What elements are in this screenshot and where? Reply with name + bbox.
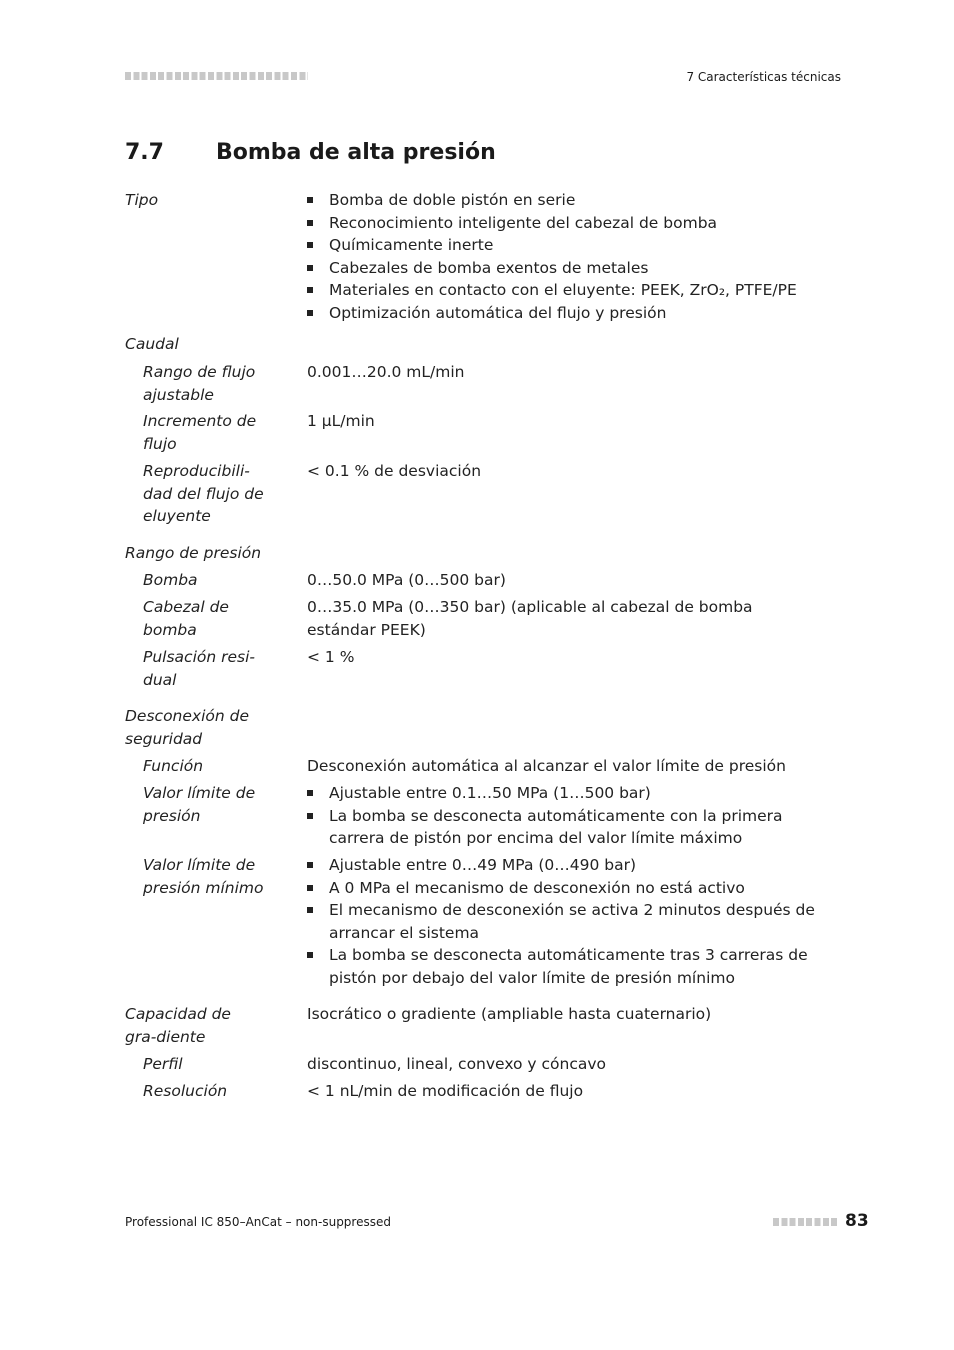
limite-minimo-label: Valor límite de presión mínimo [143, 856, 264, 897]
rango-flujo-value: 0.001…20.0 mL/min [307, 363, 465, 381]
desconexion-label: Desconexión de seguridad [125, 707, 249, 748]
list-item: La bomba se desconecta automáticamente tras 3 carreras de pistón por debajo del valor límite de presión mínimo [307, 944, 819, 989]
rango-flujo-label: Rango de flujo ajustable [143, 363, 256, 404]
list-item: Ajustable entre 0…49 MPa (0…490 bar) [307, 854, 819, 877]
section-heading [125, 140, 496, 165]
tipo-label: Tipo [125, 191, 159, 209]
footer-decoration [773, 1218, 839, 1226]
bomba-label: Bomba [143, 571, 198, 589]
limite-label: Valor límite de presión [143, 784, 256, 825]
reproducibilidad-label: Reproducibili-dad del flujo de eluyente [143, 462, 264, 525]
limite-minimo-list [307, 854, 819, 989]
funcion-label: Función [143, 757, 204, 775]
list-item: Materiales en contacto con el eluyente: PEEK, ZrO₂, PTFE/PE [307, 279, 797, 302]
perfil-label: Perfil [143, 1055, 183, 1073]
resolucion-label: Resolución [143, 1082, 228, 1100]
header-decoration [125, 72, 308, 80]
perfil-value: discontinuo, lineal, convexo y cóncavo [307, 1055, 607, 1073]
tipo-list [307, 189, 797, 324]
cabezal-label: Cabezal de bomba [143, 598, 229, 639]
bomba-value: 0…50.0 MPa (0…500 bar) [307, 571, 506, 589]
gradiente-value: Isocrático o gradiente (ampliable hasta cuaternario) [307, 1005, 712, 1023]
rango-presion-label: Rango de presión [125, 544, 262, 562]
caudal-label: Caudal [125, 335, 179, 353]
section-number: 7.7 [125, 140, 164, 165]
limite-list [307, 782, 817, 850]
incremento-label: Incremento de flujo [143, 412, 257, 453]
resolucion-value: < 1 nL/min de modificación de flujo [307, 1082, 584, 1100]
list-item: Bomba de doble pistón en serie [307, 189, 797, 212]
section-title: Bomba de alta presión [216, 140, 496, 165]
pulsacion-value: < 1 % [307, 648, 355, 666]
funcion-value: Desconexión automática al alcanzar el valor límite de presión [307, 757, 786, 775]
list-item: Cabezales de bomba exentos de metales [307, 257, 797, 280]
running-header: 7 Características técnicas [686, 70, 841, 84]
incremento-value: 1 µL/min [307, 412, 375, 430]
list-item: El mecanismo de desconexión se activa 2 minutos después de arrancar el sistema [307, 899, 819, 944]
list-item: La bomba se desconecta automáticamente con la primera carrera de pistón por encima del valor límite máximo [307, 805, 817, 850]
cabezal-value: 0…35.0 MPa (0…350 bar) (aplicable al cabezal de bomba estándar PEEK) [307, 598, 753, 639]
footer-product: Professional IC 850–AnCat – non-suppressed [125, 1215, 391, 1229]
list-item: Reconocimiento inteligente del cabezal de bomba [307, 212, 797, 235]
pulsacion-label: Pulsación resi-dual [143, 648, 255, 689]
page-number: 83 [845, 1211, 869, 1231]
list-item: A 0 MPa el mecanismo de desconexión no está activo [307, 877, 819, 900]
reproducibilidad-value: < 0.1 % de desviación [307, 462, 482, 480]
gradiente-label: Capacidad de gra-diente [125, 1005, 231, 1046]
list-item: Ajustable entre 0.1…50 MPa (1…500 bar) [307, 782, 817, 805]
list-item: Químicamente inerte [307, 234, 797, 257]
list-item: Optimización automática del flujo y presión [307, 302, 797, 325]
